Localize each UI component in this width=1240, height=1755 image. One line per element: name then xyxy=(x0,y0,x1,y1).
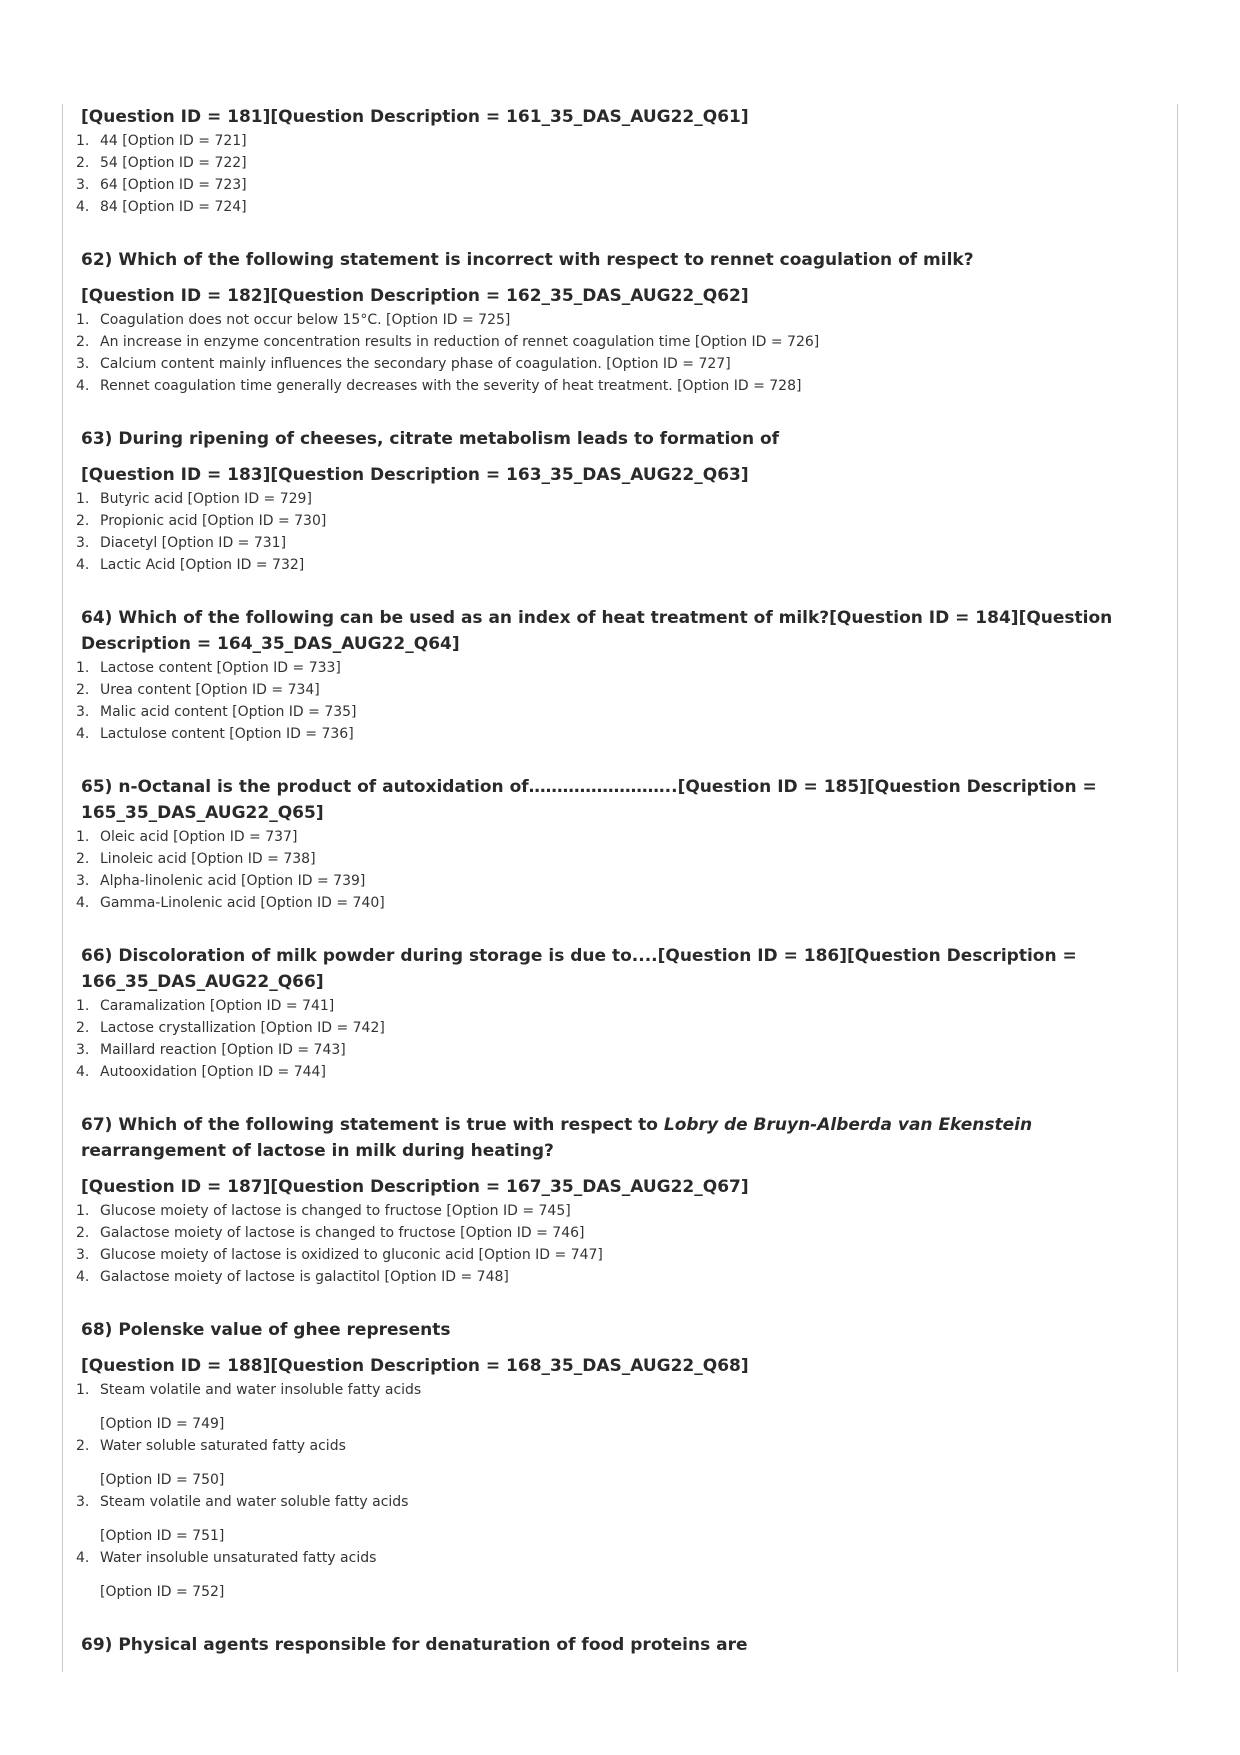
option-item[interactable]: 3. 64 [Option ID = 723] xyxy=(76,177,247,193)
option-item[interactable]: 1. Butyric acid [Option ID = 729] xyxy=(76,491,312,507)
option-id: [Option ID = 752] xyxy=(100,1584,225,1600)
option-label: Lactose crystallization [Option ID = 742] xyxy=(100,1020,385,1036)
question-67 xyxy=(76,1112,1166,1288)
question-text: 69) Physical agents responsible for denaturation of food proteins are xyxy=(81,1635,748,1655)
option-item[interactable]: 2. Propionic acid [Option ID = 730] xyxy=(76,513,327,529)
option-item[interactable]: 4. Lactulose content [Option ID = 736] xyxy=(76,726,354,742)
question-id-line: [Question ID = 188][Question Description = 168_35_DAS_AUG22_Q68] xyxy=(81,1356,749,1376)
option-label: Diacetyl [Option ID = 731] xyxy=(100,535,287,551)
option-item[interactable]: 1. Caramalization [Option ID = 741] xyxy=(76,998,335,1014)
option-label: Galactose moiety of lactose is galactitol [Option ID = 748] xyxy=(100,1269,509,1285)
option-item[interactable]: 2. Galactose moiety of lactose is changed to fructose [Option ID = 746] xyxy=(76,1225,585,1241)
question-65 xyxy=(76,774,1166,914)
option-item[interactable]: 2. Urea content [Option ID = 734] xyxy=(76,682,320,698)
option-label: Water insoluble unsaturated fatty acids xyxy=(100,1550,377,1566)
option-label: 44 [Option ID = 721] xyxy=(100,133,247,149)
option-item[interactable]: 3. Malic acid content [Option ID = 735] xyxy=(76,704,357,720)
question-text: 64) Which of the following can be used as an index of heat treatment of milk?[Question ID = 184][Question Description = 164_35_DAS_AUG22_Q64] xyxy=(81,608,1113,654)
option-item[interactable]: 4. 84 [Option ID = 724] xyxy=(76,199,247,215)
question-text: 67) Which of the following statement is true with respect to Lobry de Bruyn-Alberda van Ekenstein rearrangement of lactose in milk during heating? xyxy=(81,1115,1033,1161)
question-text: 65) n-Octanal is the product of autoxidation of……………………..[Question ID = 185][Question Description = 165_35_DAS_AUG22_Q65] xyxy=(81,777,1097,823)
option-item[interactable]: 4. Galactose moiety of lactose is galactitol [Option ID = 748] xyxy=(76,1269,509,1285)
option-item[interactable]: 3. Steam volatile and water soluble fatty acids [Option ID = 751] xyxy=(76,1491,1166,1547)
option-label: An increase in enzyme concentration results in reduction of rennet coagulation time [Option ID = 726] xyxy=(100,334,820,350)
option-id: [Option ID = 749] xyxy=(100,1416,225,1432)
option-label: 54 [Option ID = 722] xyxy=(100,155,247,171)
question-text: 63) During ripening of cheeses, citrate metabolism leads to formation of xyxy=(81,429,780,449)
option-label: 84 [Option ID = 724] xyxy=(100,199,247,215)
question-64 xyxy=(76,605,1166,745)
option-label: Maillard reaction [Option ID = 743] xyxy=(100,1042,346,1058)
option-label: Water soluble saturated fatty acids xyxy=(100,1438,346,1454)
option-item[interactable]: 2. 54 [Option ID = 722] xyxy=(76,155,247,171)
option-item[interactable]: 2. Lactose crystallization [Option ID = 742] xyxy=(76,1020,385,1036)
option-item[interactable]: 4. Water insoluble unsaturated fatty acids [Option ID = 752] xyxy=(76,1547,1166,1603)
option-label: Glucose moiety of lactose is changed to fructose [Option ID = 745] xyxy=(100,1203,571,1219)
option-label: Rennet coagulation time generally decreases with the severity of heat treatment. [Option ID = 728] xyxy=(100,378,802,394)
options-list xyxy=(76,309,1166,397)
option-label: Glucose moiety of lactose is oxidized to gluconic acid [Option ID = 747] xyxy=(100,1247,603,1263)
option-item[interactable]: 3. Maillard reaction [Option ID = 743] xyxy=(76,1042,346,1058)
option-label: Propionic acid [Option ID = 730] xyxy=(100,513,327,529)
option-id: [Option ID = 750] xyxy=(100,1472,225,1488)
options-list xyxy=(76,826,1166,914)
option-label: Galactose moiety of lactose is changed to fructose [Option ID = 746] xyxy=(100,1225,585,1241)
option-label: Lactic Acid [Option ID = 732] xyxy=(100,557,305,573)
question-68 xyxy=(76,1317,1166,1603)
question-69 xyxy=(76,1632,1166,1658)
option-label: Lactose content [Option ID = 733] xyxy=(100,660,341,676)
option-label: Autooxidation [Option ID = 744] xyxy=(100,1064,326,1080)
option-label: Oleic acid [Option ID = 737] xyxy=(100,829,298,845)
question-id-line: [Question ID = 181][Question Description = 161_35_DAS_AUG22_Q61] xyxy=(81,107,749,127)
option-item[interactable]: 1. Lactose content [Option ID = 733] xyxy=(76,660,341,676)
option-id: [Option ID = 751] xyxy=(100,1528,225,1544)
options-list xyxy=(76,995,1166,1083)
option-label: Linoleic acid [Option ID = 738] xyxy=(100,851,316,867)
question-text: 68) Polenske value of ghee represents xyxy=(81,1320,451,1340)
question-62 xyxy=(76,247,1166,397)
option-item[interactable]: 3. Glucose moiety of lactose is oxidized to gluconic acid [Option ID = 747] xyxy=(76,1247,603,1263)
option-item[interactable]: 3. Calcium content mainly influences the secondary phase of coagulation. [Option ID = 727] xyxy=(76,356,731,372)
option-label: Urea content [Option ID = 734] xyxy=(100,682,320,698)
option-item[interactable]: 4. Rennet coagulation time generally decreases with the severity of heat treatment. [Option ID = 728] xyxy=(76,378,802,394)
option-item[interactable]: 1. Steam volatile and water insoluble fatty acids [Option ID = 749] xyxy=(76,1379,1166,1435)
option-label: 64 [Option ID = 723] xyxy=(100,177,247,193)
option-label: Calcium content mainly influences the secondary phase of coagulation. [Option ID = 727] xyxy=(100,356,731,372)
option-item[interactable]: 4. Autooxidation [Option ID = 744] xyxy=(76,1064,326,1080)
option-label: Caramalization [Option ID = 741] xyxy=(100,998,335,1014)
option-item[interactable]: 1. 44 [Option ID = 721] xyxy=(76,133,247,149)
question-63 xyxy=(76,426,1166,576)
option-item[interactable]: 3. Diacetyl [Option ID = 731] xyxy=(76,535,287,551)
option-label: Lactulose content [Option ID = 736] xyxy=(100,726,354,742)
options-list xyxy=(76,130,1166,218)
question-66 xyxy=(76,943,1166,1083)
option-item[interactable]: 1. Oleic acid [Option ID = 737] xyxy=(76,829,298,845)
option-item[interactable]: 2. Water soluble saturated fatty acids [Option ID = 750] xyxy=(76,1435,1166,1491)
option-item[interactable]: 4. Lactic Acid [Option ID = 732] xyxy=(76,557,305,573)
option-label: Butyric acid [Option ID = 729] xyxy=(100,491,312,507)
option-label: Coagulation does not occur below 15°C. [Option ID = 725] xyxy=(100,312,511,328)
options-list xyxy=(76,488,1166,576)
option-label: Steam volatile and water insoluble fatty acids xyxy=(100,1382,422,1398)
question-text: 62) Which of the following statement is incorrect with respect to rennet coagulation of milk? xyxy=(81,250,974,270)
options-list xyxy=(76,657,1166,745)
option-item[interactable]: 2. An increase in enzyme concentration results in reduction of rennet coagulation time [Option ID = 726] xyxy=(76,334,820,350)
option-label: Gamma-Linolenic acid [Option ID = 740] xyxy=(100,895,385,911)
rearrangement-name: Lobry de Bruyn-Alberda van Ekenstein xyxy=(663,1115,1033,1135)
question-id-line: [Question ID = 182][Question Description = 162_35_DAS_AUG22_Q62] xyxy=(81,286,749,306)
options-list xyxy=(76,1379,1166,1603)
option-item[interactable]: 2. Linoleic acid [Option ID = 738] xyxy=(76,851,316,867)
option-label: Alpha-linolenic acid [Option ID = 739] xyxy=(100,873,366,889)
option-item[interactable]: 3. Alpha-linolenic acid [Option ID = 739] xyxy=(76,873,366,889)
option-label: Malic acid content [Option ID = 735] xyxy=(100,704,357,720)
question-paper xyxy=(76,104,1166,1658)
question-61 xyxy=(76,104,1166,218)
option-label: Steam volatile and water soluble fatty acids xyxy=(100,1494,409,1510)
option-item[interactable]: 1. Coagulation does not occur below 15°C. [Option ID = 725] xyxy=(76,312,511,328)
question-id-line: [Question ID = 187][Question Description = 167_35_DAS_AUG22_Q67] xyxy=(81,1177,749,1197)
question-text: 66) Discoloration of milk powder during storage is due to....[Question ID = 186][Question Description = 166_35_DAS_AUG22_Q66] xyxy=(81,946,1077,992)
options-list xyxy=(76,1200,1166,1288)
question-id-line: [Question ID = 183][Question Description = 163_35_DAS_AUG22_Q63] xyxy=(81,465,749,485)
option-item[interactable]: 1. Glucose moiety of lactose is changed to fructose [Option ID = 745] xyxy=(76,1203,571,1219)
option-item[interactable]: 4. Gamma-Linolenic acid [Option ID = 740] xyxy=(76,895,385,911)
